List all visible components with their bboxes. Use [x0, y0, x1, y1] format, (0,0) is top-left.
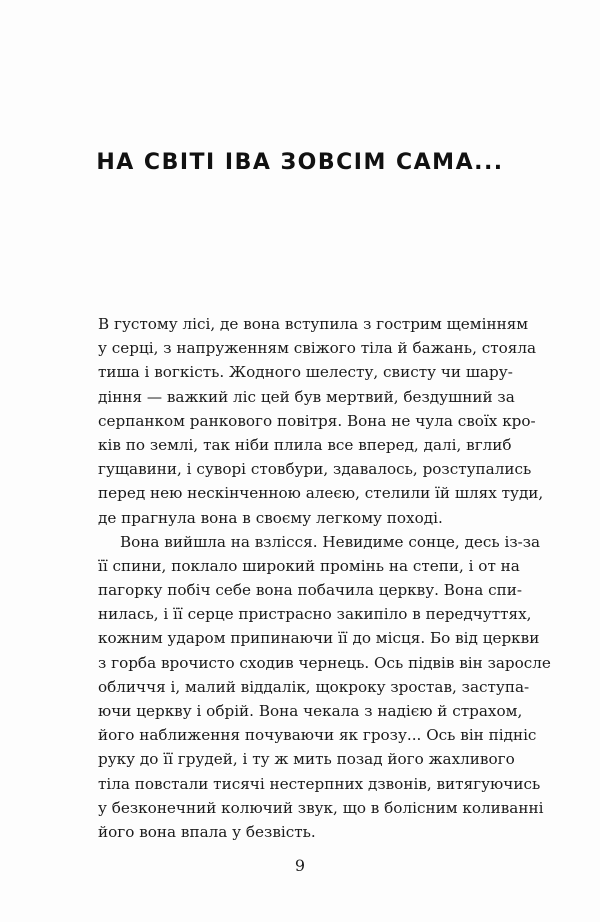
- page-number: 9: [294, 856, 306, 875]
- text-line: В густому лісі, де вона вступила з гострим щемінням: [98, 315, 529, 333]
- text-line: пагорку побіч себе вона побачила церкву. Вона спи-: [98, 581, 523, 600]
- text-line: її спини, поклало широкий промінь на степи, і от на: [98, 556, 520, 575]
- text-line: з горба врочисто сходив чернець. Ось підвів він заросле: [98, 653, 551, 672]
- text-line: серпанком ранкового повітря. Вона не чула своїх кро-: [98, 411, 536, 430]
- text-line: де прагнула вона в своєму легкому поході.: [98, 508, 443, 527]
- chapter-title: НА СВІТІ ІВА ЗОВСІМ САМА...: [96, 150, 504, 175]
- text-line: у безконечний колючий звук, що в болісним коливанні: [98, 798, 544, 817]
- text-line: тіла повстали тисячі нестерпних дзвонів, витягуючись: [98, 774, 541, 793]
- body-text: [98, 312, 551, 844]
- text-line: нилась, і її серце пристрасно закипіло в передчуттях,: [98, 605, 532, 624]
- text-line: руку до її грудей, і ту ж мить позад його жахливого: [98, 750, 515, 769]
- text-line: перед нею нескінченною алеєю, стелили їй шлях туди,: [98, 484, 544, 503]
- text-line: ків по землі, так ніби плила все вперед, далі, вглиб: [98, 435, 512, 454]
- text-line: обличчя і, малий віддалік, щокроку зростав, заступа-: [98, 677, 530, 696]
- text-line: тиша і вогкість. Жодного шелесту, свисту чи шару-: [98, 363, 513, 382]
- text-line: діння — важкий ліс цей був мертвий, бездушний за: [98, 387, 515, 406]
- text-line: кожним ударом припинаючи її до місця. Бо від церкви: [98, 629, 540, 648]
- text-line: Вона вийшла на взлісся. Невидиме сонце, десь із-за: [120, 532, 541, 551]
- text-line: у серці, з напруженням свіжого тіла й бажань, стояла: [98, 339, 537, 358]
- text-line: його наближення почуваючи як грозу... Ось він підніс: [98, 726, 537, 745]
- text-line: ючи церкву і обрій. Вона чекала з надією й страхом,: [98, 702, 523, 720]
- text-line: гущавини, і суворі стовбури, здавалось, розступались: [98, 460, 532, 479]
- text-line: його вона впала у безвість.: [98, 822, 316, 841]
